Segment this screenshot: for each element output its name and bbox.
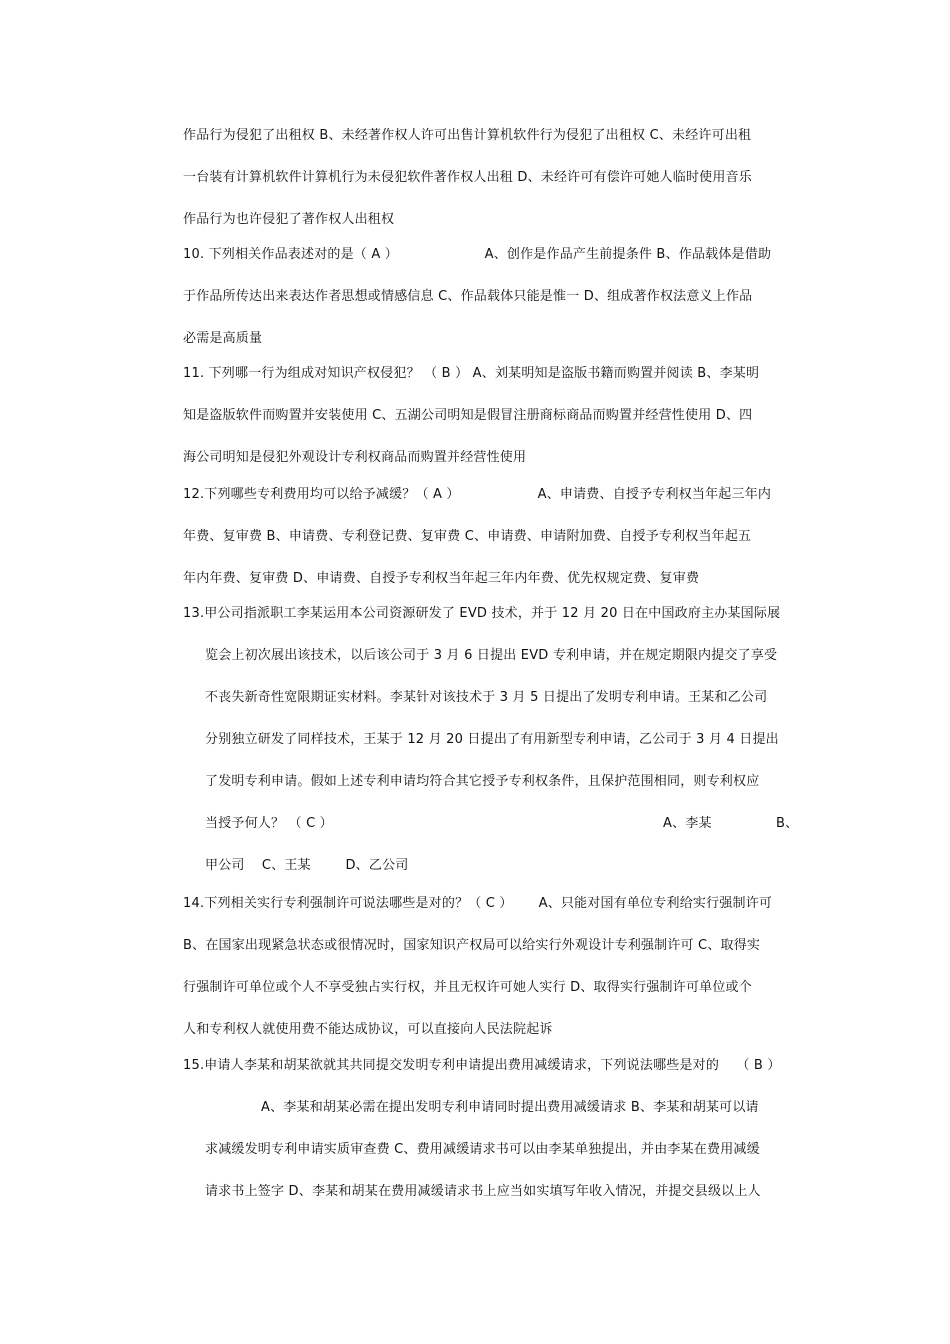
- text-line: 知是盗版软件而购置并安装使用 C、五湖公司明知是假冒注册商标商品而购置并经营性使用 D、四: [183, 408, 753, 423]
- text-line: 了发明专利申请。假如上述专利申请均符合其它授予专利权条件，且保护范围相同，则专利权应: [205, 774, 760, 789]
- text-line: 甲公司 C、王某 D、乙公司: [205, 858, 409, 873]
- question-14: 14.下列相关实行专利强制许可说法哪些是对的？（ C ） A、只能对国有单位专利给实行强制许可: [183, 896, 773, 911]
- text-line: 年费、复审费 B、申请费、专利登记费、复审费 C、申请费、申请附加费、自授予专利权当年起五: [183, 529, 752, 544]
- text-line: B、在国家出现紧急状态或很情况时，国家知识产权局可以给实行外观设计专利强制许可 C、取得实: [183, 938, 761, 953]
- text-line: 年内年费、复审费 D、申请费、自授予专利权当年起三年内年费、优先权规定费、复审费: [183, 571, 700, 586]
- text-line: 请求书上签字 D、李某和胡某在费用减缓请求书上应当如实填写年收入情况，并提交县级以上人: [205, 1184, 761, 1199]
- text-line: 览会上初次展出该技术，以后该公司于 3 月 6 日提出 EVD 专利申请，并在规定期限内提交了享受: [205, 648, 778, 663]
- question-10: 10. 下列相关作品表述对的是（ A ） A、创作是作品产生前提条件 B、作品载体是借助: [183, 247, 772, 262]
- text-line: 求减缓发明专利申请实质审查费 C、费用减缓请求书可以由李某单独提出，并由李某在费用减缓: [205, 1142, 760, 1157]
- text-line: 必需是高质量: [183, 331, 263, 346]
- text-line: 不丧失新奇性宽限期证实材料。李某针对该技术于 3 月 5 日提出了发明专利申请。王某和乙公司: [205, 690, 768, 705]
- option-a: A、李某: [663, 816, 712, 831]
- text-line: 海公司明知是侵犯外观设计专利权商品而购置并经营性使用: [183, 450, 527, 465]
- question-13: 13.甲公司指派职工李某运用本公司资源研发了 EVD 技术，并于 12 月 20 日在中国政府主办某国际展: [183, 606, 781, 621]
- question-12: 12.下列哪些专利费用均可以给予减缓？（ A ） A、申请费、自授予专利权当年起三年内: [183, 487, 772, 502]
- text-line: 作品行为侵犯了出租权 B、未经著作权人许可出售计算机软件行为侵犯了出租权 C、未经许可出租: [183, 128, 752, 143]
- text-line: A、李某和胡某必需在提出发明专利申请同时提出费用减缓请求 B、李某和胡某可以请: [261, 1100, 759, 1115]
- text-line: 一台装有计算机软件计算机行为未侵犯软件著作权人出租 D、未经许可有偿许可她人临时使用音乐: [183, 170, 752, 185]
- text-line: 作品行为也许侵犯了著作权人出租权: [183, 212, 395, 227]
- question-15: 15.申请人李某和胡某欲就其共同提交发明专利申请提出费用减缓请求，下列说法哪些是对的 （ B ）: [183, 1058, 781, 1073]
- text-line: 当授予何人？ （ C ）: [205, 816, 333, 831]
- question-11: 11. 下列哪一行为组成对知识产权侵犯？ （ B ） A、刘某明知是盗版书籍而购置并阅读 B、李某明: [183, 366, 760, 381]
- option-b: B、: [776, 816, 799, 831]
- text-line: 分别独立研发了同样技术，王某于 12 月 20 日提出了有用新型专利申请，乙公司于 3 月 4 日提出: [205, 732, 779, 747]
- text-line: 行强制许可单位或个人不享受独占实行权，并且无权许可她人实行 D、取得实行强制许可单位或个: [183, 980, 752, 995]
- text-line: 于作品所传达出来表达作者思想或情感信息 C、作品载体只能是惟一 D、组成著作权法意义上作品: [183, 289, 753, 304]
- text-line: 人和专利权人就使用费不能达成协议，可以直接向人民法院起诉: [183, 1022, 553, 1037]
